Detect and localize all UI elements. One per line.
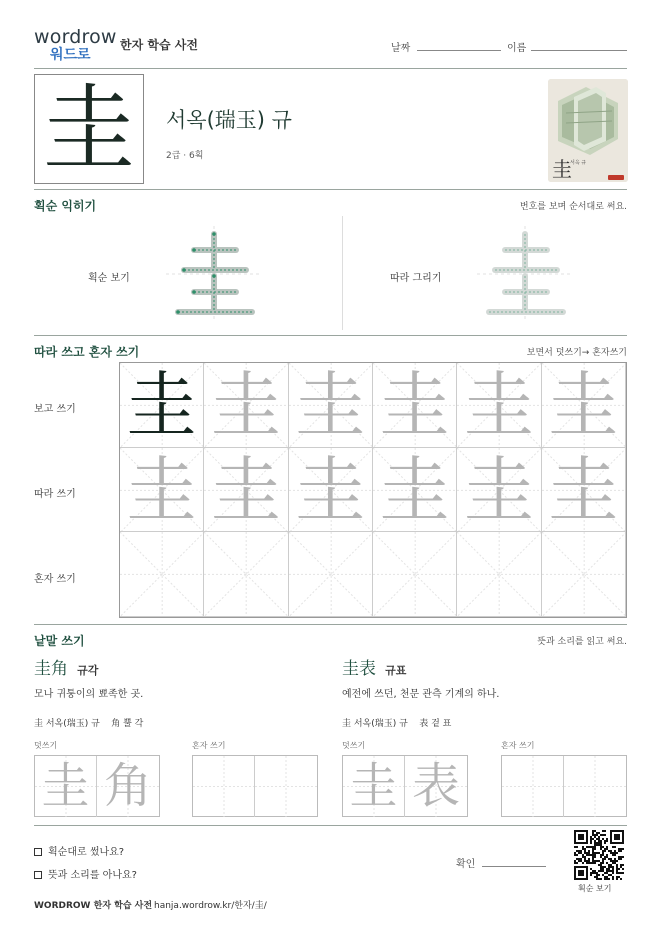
word-write-cell[interactable] (564, 756, 626, 817)
word-solo-label: 혼자 쓰기 (501, 741, 535, 750)
word-trace-character: 圭 (349, 758, 398, 814)
hero-character: 圭 (42, 75, 135, 182)
stroke-column-divider (342, 216, 343, 330)
wordrow-logo (34, 26, 117, 68)
practice-divider (34, 624, 627, 625)
practice-cell[interactable] (204, 363, 288, 448)
word-write-cell[interactable] (97, 756, 159, 817)
practice-cell[interactable] (289, 532, 373, 617)
practice-cell[interactable] (204, 532, 288, 617)
word-trace-box[interactable] (342, 755, 468, 817)
word-entry-1 (34, 654, 98, 679)
word-reading: 규각 (77, 664, 99, 677)
practice-cell[interactable] (542, 363, 626, 448)
stroke-view-label: 획순 보기 (88, 273, 130, 284)
hero-title: 서옥(瑞玉) 규 (166, 108, 292, 132)
words-section-title: 낱말 쓰기 (34, 634, 85, 648)
name-label: 이름 (507, 43, 527, 54)
word-trace-character: 角 (103, 758, 152, 814)
character-illustration (548, 79, 628, 182)
illustration-caption: 서옥 규 (570, 160, 587, 166)
qr-label: 획순 보기 (578, 884, 612, 893)
practice-character: 圭 (210, 364, 281, 446)
practice-character: 圭 (126, 448, 197, 531)
stroke-section-title: 획순 익히기 (34, 199, 97, 213)
practice-cell[interactable] (542, 448, 626, 533)
practice-character: 圭 (379, 448, 450, 531)
practice-cell[interactable] (373, 363, 457, 448)
stroke-divider (34, 335, 627, 336)
practice-cell[interactable] (289, 448, 373, 533)
practice-cell[interactable] (289, 363, 373, 448)
practice-cell[interactable] (457, 532, 541, 617)
logo-korean: 워드로 (50, 47, 91, 63)
word-write-cell[interactable] (343, 756, 405, 817)
checkbox-icon[interactable] (34, 848, 42, 856)
practice-character: 圭 (295, 448, 366, 531)
practice-cell[interactable] (120, 532, 204, 617)
practice-cell[interactable] (542, 532, 626, 617)
word-components: 圭 서옥(瑞玉) 규 角 뿔 각 (34, 719, 144, 729)
stroke-section-note: 번호를 보며 순서대로 써요. (519, 202, 627, 212)
hero-character-box (34, 74, 144, 184)
name-field[interactable] (531, 50, 627, 51)
word-trace-label: 덧쓰기 (34, 741, 58, 750)
word-reading: 규표 (385, 664, 407, 677)
practice-character: 圭 (295, 364, 366, 446)
practice-cell[interactable] (457, 448, 541, 533)
qr-code-icon[interactable] (574, 830, 624, 880)
checkbox-icon[interactable] (34, 871, 42, 879)
checklist-text: 획순대로 썼나요? (48, 847, 125, 858)
checklist-item-2[interactable] (34, 866, 137, 881)
word-definition: 모나 귀퉁이의 뾰족한 곳. (34, 689, 144, 700)
confirm-field[interactable] (482, 866, 546, 867)
practice-section-title: 따라 쓰고 혼자 쓰기 (34, 345, 140, 359)
checklist-item-1[interactable] (34, 843, 124, 858)
checklist-text: 뜻과 소리를 아나요? (48, 870, 137, 881)
practice-character: 圭 (548, 364, 619, 446)
practice-cell[interactable] (373, 448, 457, 533)
words-section-note: 뜻과 소리를 읽고 써요. (537, 637, 627, 647)
practice-cell[interactable] (204, 448, 288, 533)
practice-character: 圭 (126, 364, 197, 446)
word-definition: 예전에 쓰던, 천문 관측 기계의 하나. (342, 689, 500, 700)
date-field[interactable] (417, 50, 501, 51)
word-write-cell[interactable] (35, 756, 97, 817)
hero-subtitle: 2급 · 6획 (166, 151, 204, 161)
logo-wordmark: wordrow (34, 26, 117, 48)
word-write-cell[interactable] (193, 756, 255, 817)
word-hanja: 圭角 (34, 659, 68, 679)
row-label-solo: 혼자 쓰기 (34, 574, 76, 585)
practice-character: 圭 (379, 364, 450, 446)
word-hanja: 圭表 (342, 659, 376, 679)
word-trace-character: 表 (411, 758, 460, 814)
practice-character: 圭 (548, 448, 619, 531)
words-divider (34, 825, 627, 826)
word-trace-label: 덧쓰기 (342, 741, 366, 750)
word-solo-box[interactable] (501, 755, 627, 817)
practice-cell[interactable] (120, 448, 204, 533)
practice-grid (119, 362, 627, 618)
word-trace-box[interactable] (34, 755, 160, 817)
date-label: 날짜 (391, 43, 411, 54)
practice-section-note: 보면서 덧쓰기→ 혼자쓰기 (526, 348, 627, 358)
word-write-cell[interactable] (255, 756, 317, 817)
word-solo-box[interactable] (192, 755, 318, 817)
illustration-character: 圭 (552, 157, 572, 181)
word-entry-2 (342, 654, 406, 679)
stroke-order-diagram (166, 226, 262, 322)
word-write-cell[interactable] (405, 756, 467, 817)
practice-cell[interactable] (120, 363, 204, 448)
word-components: 圭 서옥(瑞玉) 규 表 겉 표 (342, 719, 452, 729)
practice-character: 圭 (463, 364, 534, 446)
practice-cell[interactable] (373, 532, 457, 617)
practice-character: 圭 (463, 448, 534, 531)
footer-url[interactable]: hanja.wordrow.kr/한자/圭/ (154, 901, 267, 911)
word-write-cell[interactable] (502, 756, 564, 817)
app-title: 한자 학습 사전 (120, 38, 198, 52)
word-trace-character: 圭 (41, 758, 90, 814)
footer-brand: WORDROW 한자 학습 사전 (34, 901, 153, 911)
practice-character: 圭 (210, 448, 281, 531)
hero-divider (34, 189, 627, 190)
stroke-trace-label: 따라 그리기 (390, 273, 442, 284)
word-solo-label: 혼자 쓰기 (192, 741, 226, 750)
header-divider (34, 68, 627, 69)
confirm-label: 확인 (456, 859, 476, 870)
stroke-trace-area[interactable] (477, 226, 573, 322)
practice-cell[interactable] (457, 363, 541, 448)
row-label-view: 보고 쓰기 (34, 404, 76, 415)
row-label-trace: 따라 쓰기 (34, 489, 76, 500)
